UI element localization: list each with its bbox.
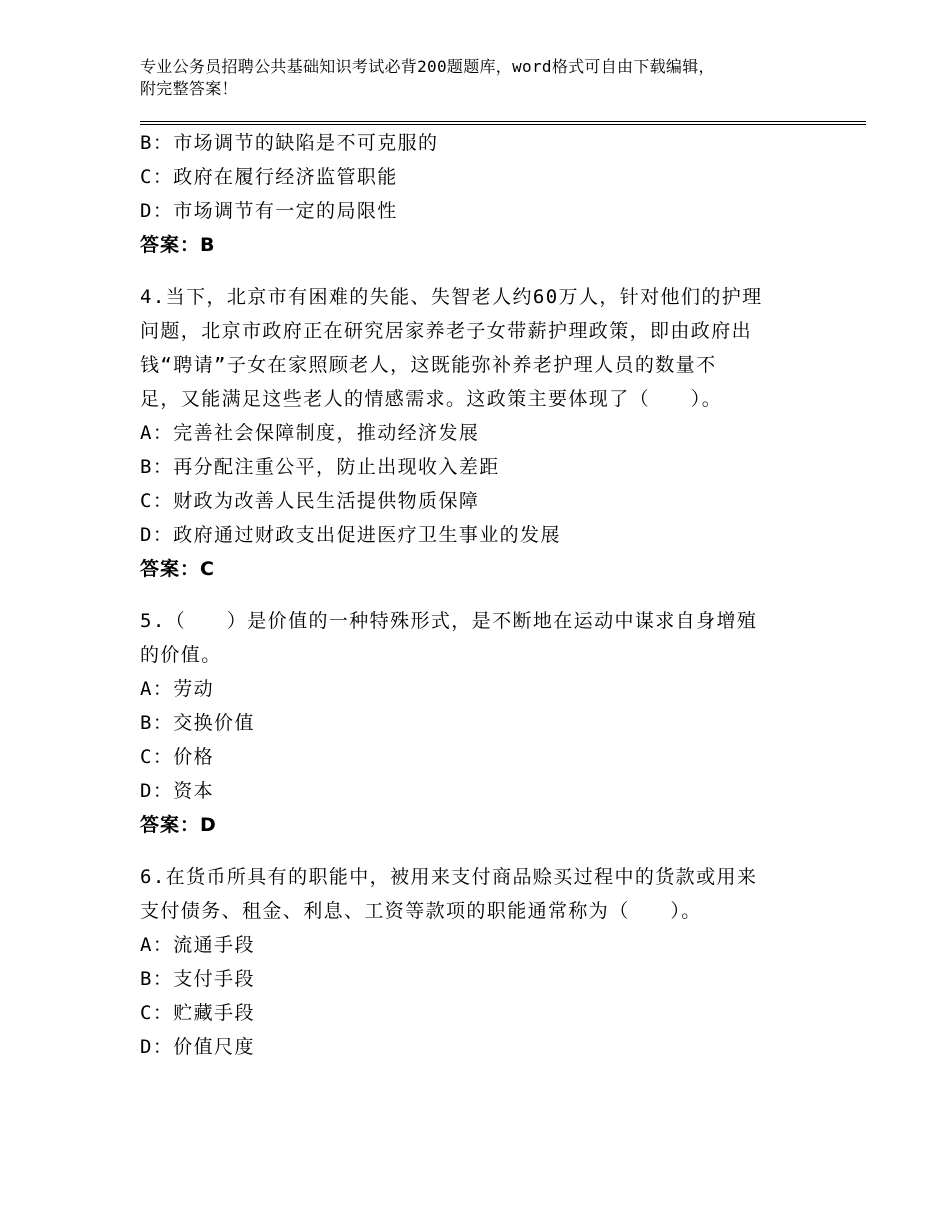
answer-key: 答案：C: [140, 558, 215, 580]
question-list: [140, 126, 860, 1064]
answer-option: B：交换价值: [140, 712, 255, 734]
question-stem-line: 6.在货币所具有的职能中，被用来支付商品赊买过程中的货款或用来: [140, 866, 758, 888]
answer-option: D：政府通过财政支出促进医疗卫生事业的发展: [140, 524, 561, 546]
question-stem-line: 钱“聘请”子女在家照顾老人，这既能弥补养老护理人员的数量不: [140, 354, 717, 376]
answer-option: C：价格: [140, 746, 215, 768]
header-line-1: 专业公务员招聘公共基础知识考试必背200题题库，word格式可自由下载编辑，: [140, 57, 715, 76]
answer-option: B：再分配注重公平，防止出现收入差距: [140, 456, 500, 478]
answer-option: C：政府在履行经济监管职能: [140, 166, 398, 188]
answer-option: A：流通手段: [140, 934, 255, 956]
header-rule-bottom: [140, 124, 866, 125]
question-block: [140, 860, 860, 1064]
document-header: [140, 56, 820, 100]
question-stem-line: 足，又能满足这些老人的情感需求。这政策主要体现了（ ）。: [140, 388, 723, 410]
question-stem-line: 问题，北京市政府正在研究居家养老子女带薪护理政策，即由政府出: [140, 320, 753, 342]
answer-option: D：资本: [140, 780, 215, 802]
question-stem-line: 支付债务、租金、利息、工资等款项的职能通常称为（ ）。: [140, 900, 702, 922]
answer-option: D：价值尺度: [140, 1036, 255, 1058]
header-line-2: 附完整答案！: [140, 79, 238, 98]
question-block: [140, 280, 860, 586]
question-stem-line: 5.（ ）是价值的一种特殊形式，是不断地在运动中谋求自身增殖: [140, 610, 758, 632]
answer-option: B：市场调节的缺陷是不可克服的: [140, 132, 439, 154]
header-rule-top: [140, 121, 866, 122]
answer-option: C：财政为改善人民生活提供物质保障: [140, 490, 480, 512]
question-block: [140, 604, 860, 842]
question-stem-line: 的价值。: [140, 644, 222, 666]
question-stem-line: 4.当下，北京市有困难的失能、失智老人约60万人，针对他们的护理: [140, 286, 763, 308]
answer-key: 答案：B: [140, 234, 216, 256]
answer-option: A：劳动: [140, 678, 215, 700]
answer-option: A：完善社会保障制度，推动经济发展: [140, 422, 480, 444]
answer-option: D：市场调节有一定的局限性: [140, 200, 398, 222]
answer-option: C：贮藏手段: [140, 1002, 255, 1024]
answer-key: 答案：D: [140, 814, 217, 836]
question-block: [140, 126, 860, 262]
answer-option: B：支付手段: [140, 968, 255, 990]
